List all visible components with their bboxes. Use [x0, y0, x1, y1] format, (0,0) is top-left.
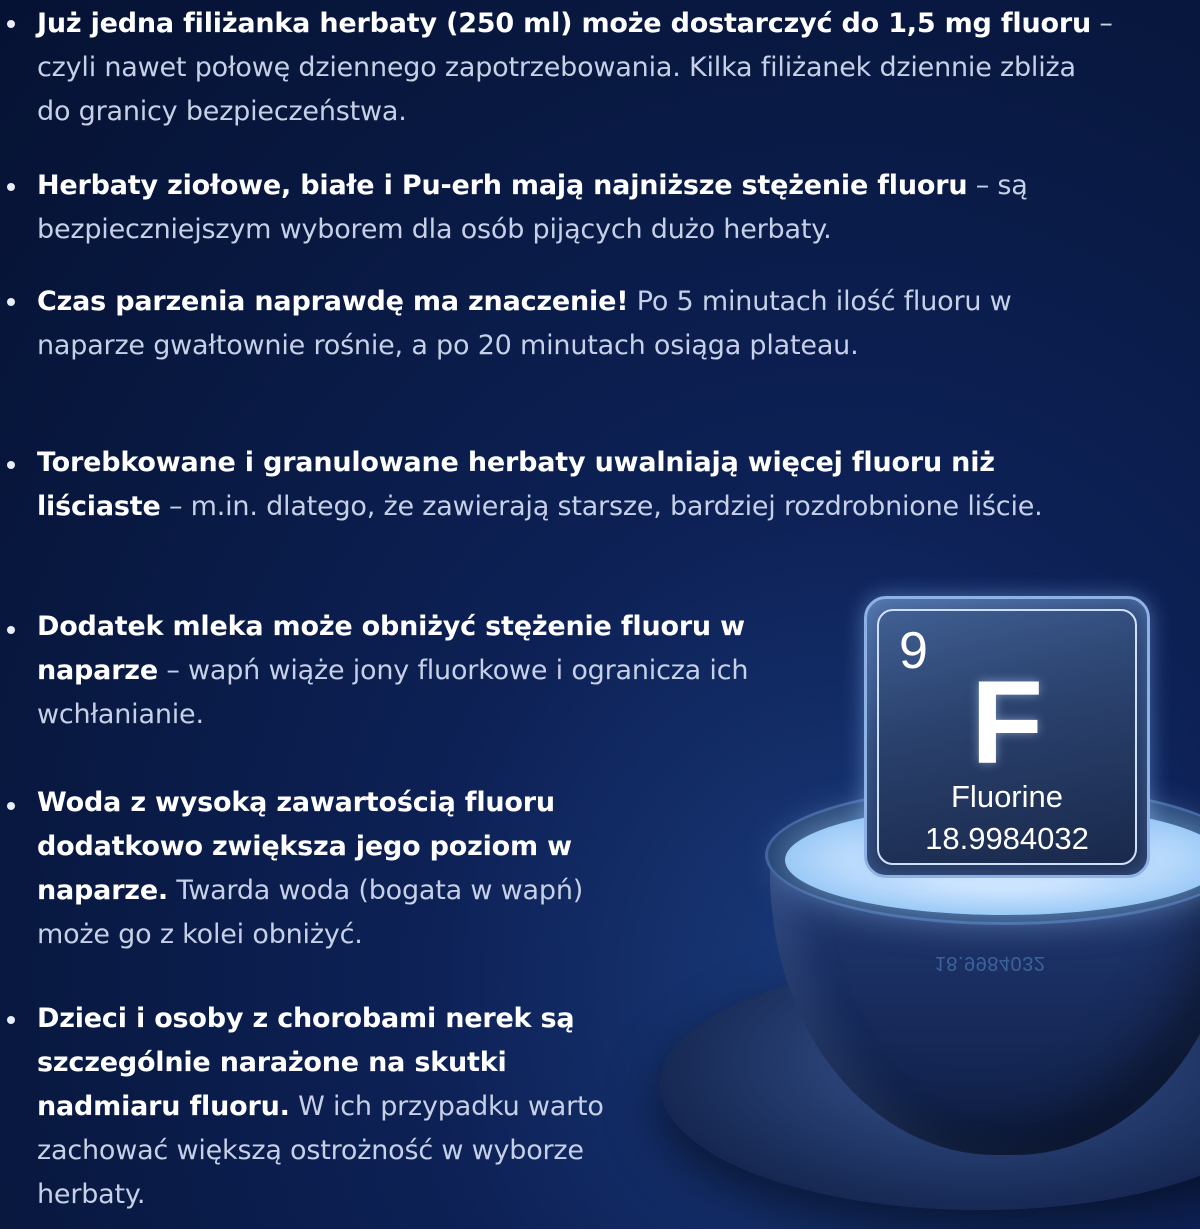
bullet-rest: Twarda woda (bogata w wapń) może go z kolei obniżyć. — [37, 875, 584, 950]
atomic-number: 9 — [899, 622, 928, 680]
bullet-text — [37, 441, 1077, 529]
fluorine-element-tile — [864, 596, 1150, 878]
bullet-rest: – wapń wiąże jony fluorkowe i ogranicza ich wchłanianie. — [37, 655, 749, 730]
element-name: Fluorine — [951, 779, 1063, 814]
bullet-text — [37, 781, 652, 957]
element-tile-inner — [877, 609, 1137, 865]
bullet-dot — [7, 20, 15, 28]
bullet-rest: W ich przypadku warto zachować większą ostrożność w wyborze herbaty. — [37, 1091, 604, 1210]
atomic-mass: 18.9984032 — [925, 821, 1089, 856]
bullet-bold: Torebkowane i granulowane herbaty uwalniają więcej fluoru niż liściaste — [37, 447, 995, 522]
bullet-dot — [7, 461, 15, 469]
element-symbol: F — [970, 657, 1044, 789]
bullet-bold: Już jedna filiżanka herbaty (250 ml) może dostarczyć do 1,5 mg fluoru — [37, 8, 1091, 39]
bullet-rest: – m.in. dlatego, że zawierają starsze, bardziej rozdrobnione liście. — [160, 491, 1043, 522]
bullet-bold: Czas parzenia naprawdę ma znaczenie! — [37, 286, 629, 317]
bullet-rest: – są bezpieczniejszym wyborem dla osób pijących dużo herbaty. — [37, 170, 1028, 245]
bullet-text — [37, 164, 1117, 252]
bullet-bold: Dzieci i osoby z chorobami nerek są szczególnie narażone na skutki nadmiaru fluoru. — [37, 1003, 575, 1122]
bullet-rest: – czyli nawet połowę dziennego zapotrzebowania. Kilka filiżanek dziennie zbliża do granicy bezpieczeństwa. — [37, 8, 1113, 127]
bullet-dot — [7, 298, 15, 306]
bullet-dot — [7, 183, 15, 191]
bullet-dot — [7, 626, 15, 634]
bullet-dot — [7, 802, 15, 810]
bullet-rest: Po 5 minutach ilość fluoru w naparze gwałtownie rośnie, a po 20 minutach osiąga plateau. — [37, 286, 1012, 361]
bullet-text — [37, 2, 1117, 134]
bullet-bold: Herbaty ziołowe, białe i Pu-erh mają najniższe stężenie fluoru — [37, 170, 968, 201]
mass-reflection: 18.9984032 — [934, 952, 1046, 974]
bullet-dot — [7, 1016, 15, 1024]
bullet-text — [37, 997, 637, 1217]
bullet-bold: Woda z wysoką zawartością fluoru dodatkowo zwiększa jego poziom w naparze. — [37, 787, 572, 906]
tea-cup-illustration — [600, 580, 1200, 1229]
bullet-text — [37, 280, 1077, 368]
bullet-bold: Dodatek mleka może obniżyć stężenie fluoru w naparze — [37, 611, 745, 686]
